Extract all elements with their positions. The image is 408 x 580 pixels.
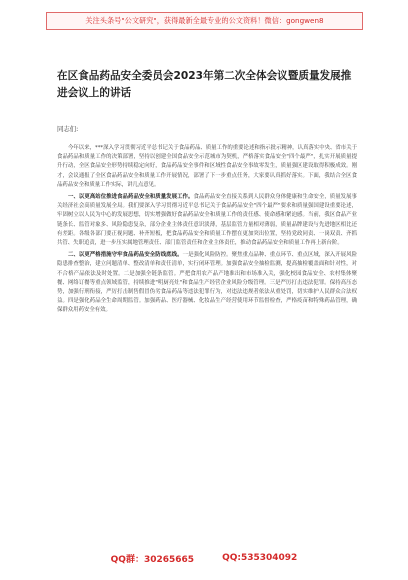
paragraph [57, 193, 357, 248]
greeting: 同志们: [57, 125, 79, 133]
paragraph [57, 251, 357, 315]
paragraph-text: 一是强化风险防控。聚焦重点品种、重点环节、重点区域，深入开展风险隐患排查整治，建立问题清单、整改清单和责任清单，实行闭环管理。加强食品安全抽检监测，提高抽检覆盖面和针对性，对不合格产品依法及时处置。二是加强全链条监管。严把食用农产品产地准出和市场准入关，强化校园食品安全、农村集体聚餐、网络订餐等重点领域监管，持续推进"明厨亮灶"和食品生产经营企业风险分级管理。三是严厉打击违法犯罪。保持高压态势，加强行刑衔接，严厉打击制售假冒伪劣食品药品等违法犯罪行为，对违法违规者依法从重处罚，切实维护人民群众合法权益。四是强化药品全生命周期监管。加强药品、医疗器械、化妆品生产经营使用环节监督检查，严格疫苗和特殊药品管理，确保群众用药安全有效。 [57, 252, 357, 314]
promo-banner [46, 12, 363, 30]
paragraph-text: 今年以来，***深入学习贯彻习近平总书记关于食品药品、质量工作的重要论述和指示批示精神，认真落实中央、省市关于食品药品和质量工作的决策部署，坚持以创建全国食品安全示范城市为契机，严格落实食品安全"四个最严"，扎实开展质量提升行动，全区食品安全形势持续稳定向好，食品药品安全事件和区域性食品安全事故零发生，质量强区建设取得积极成效。刚才，会议通报了全区食品药品安全和质量工作开展情况，部署了下一步重点任务，大家要认真抓好落实。下面，我结合全区食品药品安全和质量工作实际，讲几点意见。 [57, 145, 357, 188]
qq-contact-number: QQ:535304092 [222, 553, 298, 563]
promo-banner-text: 关注头条号"公文研究"，获得最新全最专业的公文资料！微信：gongwen8 [85, 16, 324, 25]
document-body [57, 125, 357, 543]
paragraph-heading: 一、以更高站位推进食品药品安全和质量发展工作。 [68, 194, 194, 201]
paragraph-heading: 二、以更严格措施守牢食品药品安全防线底线。 [68, 252, 183, 259]
paragraph [57, 144, 357, 190]
qq-group-number: QQ群：30265665 [110, 554, 195, 565]
paragraph-text: 食品药品安全直接关系到人民群众身体健康和生命安全，质量发展事关经济社会高质量发展全局。我们要深入学习贯彻习近平总书记关于食品药品安全"四个最严"要求和质量强国建设重要论述，牢固树立以人民为中心的发展思想，切实增强做好食品药品安全和质量工作的责任感、使命感和紧迫感。当前，我区食品产业链条长、监管对象多、风险隐患复杂，部分企业主体责任意识淡薄，基层监管力量相对薄弱，质量品牌建设与先进地区相比还有差距。各级各部门要正视问题、补齐短板，把食品药品安全和质量工作摆在更加突出位置，坚持党政同责、一岗双责、齐抓共管、失职追责，进一步压实属地管理责任、部门监管责任和企业主体责任，推动食品药品安全和质量工作再上新台阶。 [57, 194, 357, 247]
document-title: 在区食品药品安全委员会2023年第二次全体会议暨质量发展推进会议上的讲话 [57, 70, 352, 99]
contact-footer [0, 549, 408, 567]
